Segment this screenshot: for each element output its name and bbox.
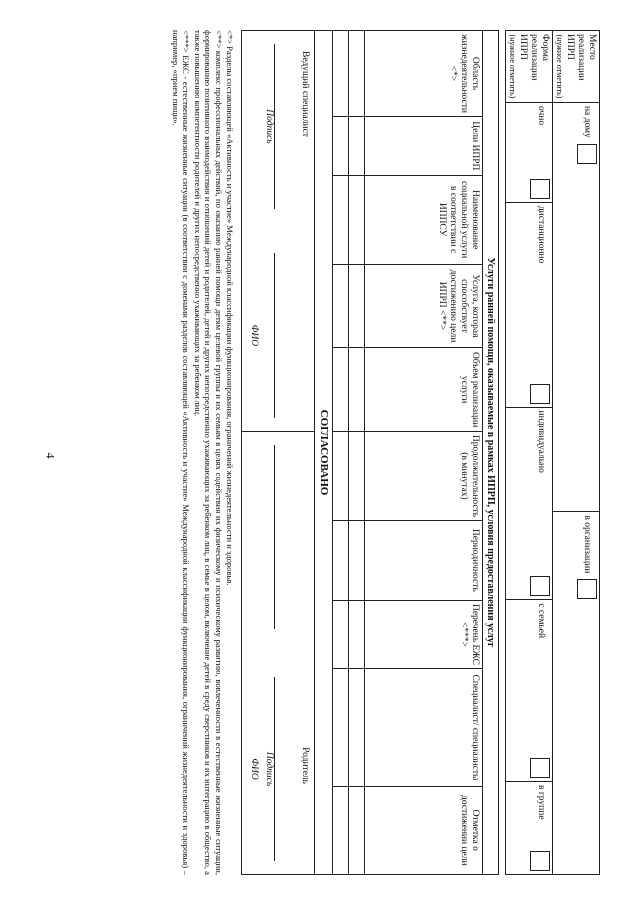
form-remote-checkbox[interactable]: [530, 384, 550, 404]
form-label: [506, 31, 553, 103]
table-cell[interactable]: [348, 264, 364, 348]
form-row: [506, 31, 553, 875]
table-cell[interactable]: [348, 175, 364, 264]
col-service-name: Наименование социальной услуги в соответствии с ИППСУ: [364, 175, 482, 264]
col-situations: Перечень ЕЖС <***>: [364, 600, 482, 669]
parent-signature-line[interactable]: [274, 445, 289, 629]
form-option-family-label: с семьей: [535, 603, 546, 639]
form-option-individual-label: индивидуально: [535, 410, 546, 473]
place-home-checkbox[interactable]: [577, 144, 597, 164]
table-cell[interactable]: [348, 116, 364, 175]
lead-sign-label: Подпись: [264, 109, 275, 144]
place-org-checkbox[interactable]: [577, 579, 597, 599]
table-cell[interactable]: [332, 348, 348, 432]
table-cell[interactable]: [348, 521, 364, 601]
form-option-remote-label: дистанционно: [535, 205, 546, 264]
table-cell[interactable]: [332, 600, 348, 669]
col-frequency: Периодичность: [364, 521, 482, 601]
parent-name-label: ФИО: [249, 758, 260, 780]
form-option-inperson[interactable]: [506, 102, 553, 202]
table-cell[interactable]: [332, 31, 348, 117]
services-table: [241, 30, 499, 875]
lead-specialist-label: Ведущий специалист: [299, 51, 310, 138]
place-option-org[interactable]: [553, 512, 600, 875]
form-label-text: Форма реализации ИПРП: [518, 34, 551, 81]
place-option-home[interactable]: [553, 102, 600, 511]
table-cell[interactable]: [332, 116, 348, 175]
form-individual-checkbox[interactable]: [530, 576, 550, 596]
table-cell[interactable]: [332, 786, 348, 874]
col-goal-service: Услуга, которая способствует достижению цели ИПРП <**>: [364, 264, 482, 348]
form-group-checkbox[interactable]: [530, 851, 550, 871]
table-cell[interactable]: [332, 264, 348, 348]
table-row: [332, 31, 348, 875]
place-option-home-label: на дому: [581, 105, 592, 138]
place-note: (нужное отметить): [555, 34, 565, 99]
form-family-checkbox[interactable]: [530, 758, 550, 778]
parent-sign-label: Подпись: [264, 751, 275, 787]
col-life-area: Область жизнедеятельности <*>: [364, 31, 482, 117]
table-cell[interactable]: [348, 669, 364, 786]
table-cell[interactable]: [348, 786, 364, 874]
form-option-inperson-label: очно: [535, 105, 546, 126]
footnotes: [170, 30, 235, 875]
form-option-group[interactable]: [506, 782, 553, 875]
col-goal-mark: Отметка о достижении цели: [364, 786, 482, 874]
services-title: Услуги ранней помощи, оказываемые в рамках ИПРП, условия предоставления услуг: [482, 31, 499, 875]
col-goals: Цели ИПРП: [364, 116, 482, 175]
footnote-2: <**> комплекс профессиональных действий, по оказанию ранней помощи детям целевой группы и их семьям в целях содействия их физическому и психическому развитию, вовлеченности в естественные жизненные ситуации, формированию позитивного взаимодействия и отношений детей и родителей, детей и других непосредственно ухаживающих за ребенком лиц, в семье в целом, включение детей в среду сверстников и их интеграцию в общество, а также повышению компетентности родителей и других непосредственно ухаживающих за ребенком лиц.: [192, 30, 224, 875]
form-note: (нужное отметить): [508, 34, 518, 99]
place-label: [553, 31, 600, 103]
place-option-org-label: в организации: [581, 515, 592, 574]
place-label-text: Место реализации ИПРП: [565, 34, 597, 81]
form-option-remote[interactable]: [506, 202, 553, 407]
table-cell[interactable]: [348, 600, 364, 669]
col-specialists: Специалист/ специалисты: [364, 669, 482, 786]
footnote-3: <***> ЕЖС - естественные жизненные ситуации (в соответствии с доменами разделов составляющей «Активность и участие» Международной классификации функционирования, ограничений жизнедеятельности и здоровья) – например, «прием пищи».: [170, 30, 192, 875]
parent-label: Родитель: [299, 747, 310, 784]
place-row: [553, 31, 600, 875]
implementation-table: [505, 30, 600, 875]
rotated-form: [50, 30, 600, 875]
table-row: [348, 31, 364, 875]
table-cell[interactable]: [348, 31, 364, 117]
lead-name-label: ФИО: [249, 324, 260, 347]
table-cell[interactable]: [348, 348, 364, 432]
footnote-1: <*> Разделы составляющей «Активность и участие» Международной классификации функционирования, ограничений жизнедеятельности и здоровья.: [225, 30, 236, 586]
table-cell[interactable]: [332, 669, 348, 786]
form-option-group-label: в группе: [535, 785, 546, 820]
form-option-family[interactable]: [506, 600, 553, 782]
table-cell[interactable]: [348, 431, 364, 520]
parent-name-line[interactable]: [274, 677, 289, 861]
table-cell[interactable]: [332, 175, 348, 264]
page-number: 4: [43, 452, 58, 459]
form-inperson-checkbox[interactable]: [530, 179, 550, 199]
table-cell[interactable]: [332, 431, 348, 520]
table-cell[interactable]: [332, 521, 348, 601]
lead-signature-line[interactable]: [274, 44, 289, 209]
agreed-title: СОГЛАСОВАНО: [314, 31, 332, 875]
form-option-individual[interactable]: [506, 407, 553, 600]
lead-name-line[interactable]: [274, 253, 289, 418]
services-header-row: [364, 31, 482, 875]
col-duration: Продолжительность (в минутах): [364, 431, 482, 520]
col-volume: Объем реализации услуги: [364, 348, 482, 432]
signature-row: [242, 31, 315, 875]
lead-specialist-signature: [242, 31, 315, 432]
parent-signature: [242, 431, 315, 874]
